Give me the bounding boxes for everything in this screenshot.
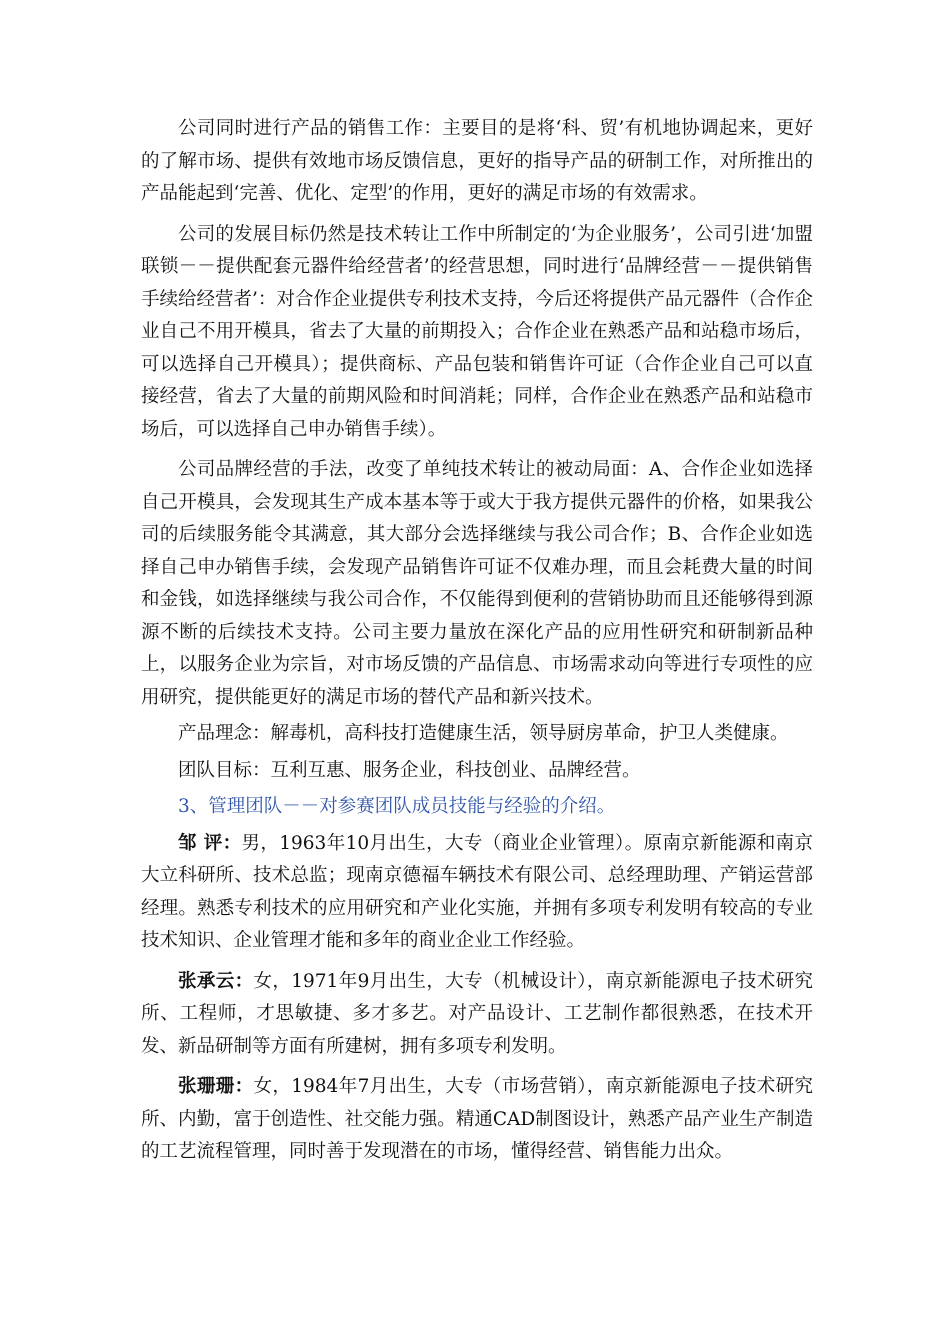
paragraph-team-goal: 团队目标：互利互惠、服务企业，科技创业、品牌经营。 xyxy=(178,759,641,781)
team-member-name: 张珊珊： xyxy=(178,1076,254,1097)
paragraph-brand-operation: 公司品牌经营的手法，改变了单纯技术转让的被动局面：A、合作企业如选择自己开模具，会发现其生产成本基本等于或大于我方提供元器件的价格，如果我公司的后续服务能令其满意，其大部分会选择继续与我公司合作；B、合作企业如选择自己申办销售手续，会发现产品销售许可证不仅难办理，而且会耗费大量的时间和金钱，如选择继续与我公司合作，不仅能得到便利的营销协助而且还能够得到源源不断的后续技术支持。公司主要力量放在深化产品的应用性研究和研制新品种上，以服务企业为宗旨，对市场反馈的产品信息、市场需求动向等进行专项性的应用研究，提供能更好的满足市场的替代产品和新兴技术。 xyxy=(141,459,813,708)
team-member-bio: 男，1963年10月出生，大专（商业企业管理）。原南京新能源和南京大立科研所、技术总监；现南京德福车辆技术有限公司、总经理助理、产销运营部经理。熟悉专利技术的应用研究和产业化实施，并拥有多项专利发明有较高的专业技术知识、企业管理才能和多年的商业企业工作经验。 xyxy=(141,832,813,951)
section-heading-management-team: 3、管理团队－－对参赛团队成员技能与经验的介绍。 xyxy=(178,796,616,817)
team-member-bio: 女，1971年9月出生，大专（机械设计），南京新能源电子技术研究所、工程师，才思敏捷、多才多艺。对产品设计、工艺制作都很熟悉，在技术开发、新品研制等方面有所建树，拥有多项专利发明。 xyxy=(141,970,813,1057)
team-member-zhang-shanshan xyxy=(141,1071,813,1169)
team-member-zou xyxy=(141,828,813,958)
team-member-name: 邹 评： xyxy=(178,832,242,854)
document-body xyxy=(141,113,813,1169)
paragraph-product-concept: 产品理念：解毒机，高科技打造健康生活，领导厨房革命，护卫人类健康。 xyxy=(178,723,789,744)
team-member-bio: 女，1984年7月出生，大专（市场营销），南京新能源电子技术研究所、内勤，富于创造性、社交能力强。精通CAD制图设计，熟悉产品产业生产制造的工艺流程管理，同时善于发现潜在的市场，懂得经营、销售能力出众。 xyxy=(141,1076,813,1162)
paragraph-sales: 公司同时进行产品的销售工作：主要目的是将‘科、贸’有机地协调起来，更好的了解市场、提供有效地市场反馈信息，更好的指导产品的研制工作，对所推出的产品能起到‘完善、优化、定型’的作用，更好的满足市场的有效需求。 xyxy=(141,118,813,204)
paragraph-development-goal: 公司的发展目标仍然是技术转让工作中所制定的‘为企业服务’，公司引进‘加盟联锁－－提供配套元器件给经营者’的经营思想，同时进行‘品牌经营－－提供销售手续给经营者’：对合作企业提供专利技术支持，今后还将提供产品元器件（合作企业自己不用开模具，省去了大量的前期投入；合作企业在熟悉产品和站稳市场后，可以选择自己开模具）；提供商标、产品包装和销售许可证（合作企业自己可以直接经营，省去了大量的前期风险和时间消耗；同样，合作企业在熟悉产品和站稳市场后，可以选择自己申办销售手续）。 xyxy=(141,223,813,440)
team-member-zhang-chengyun xyxy=(141,966,813,1064)
team-member-name: 张承云： xyxy=(178,970,254,992)
